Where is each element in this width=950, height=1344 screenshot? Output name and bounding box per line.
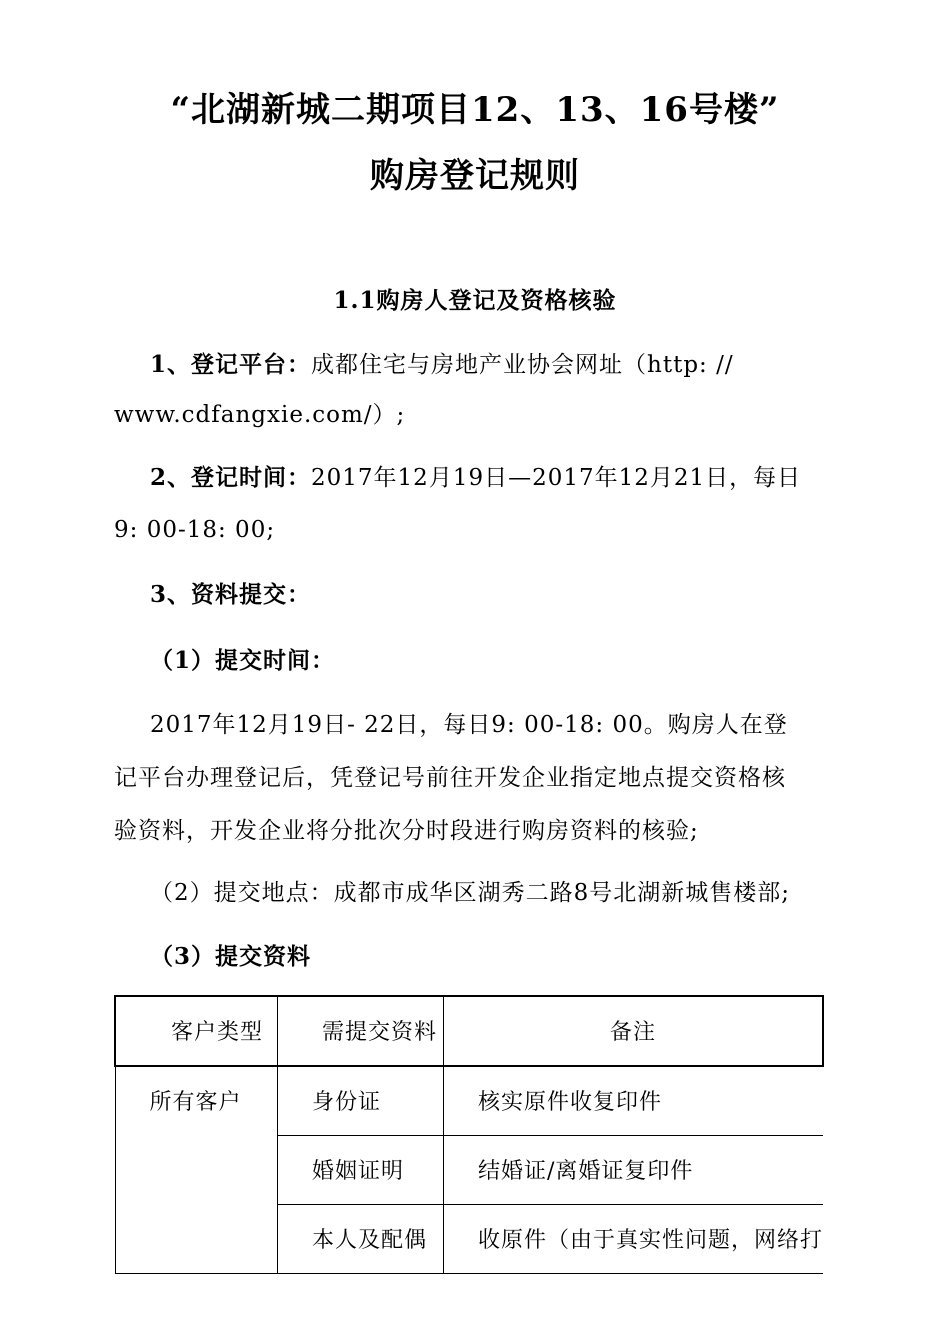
- sub-1-label: （1）提交时间：: [150, 647, 336, 674]
- item-2-text: 2017年12月19日—2017年12月21日，每日: [311, 465, 802, 491]
- table-header-cell: 需提交资料: [278, 996, 444, 1066]
- sub-1-paragraph-line2: 记平台办理登记后，凭登记号前往开发企业指定地点提交资格核: [114, 765, 786, 791]
- table-header-cell: 备注: [443, 996, 823, 1066]
- table-header-cell: 客户类型: [115, 996, 278, 1066]
- table-cell: 收原件（由于真实性问题，网络打: [443, 1205, 823, 1274]
- item-1-label: 1、登记平台：: [150, 351, 312, 378]
- item-1-continuation: www.cdfangxie.com/）;: [114, 402, 406, 428]
- documents-table: [114, 995, 824, 1274]
- table-cell: 核实原件收复印件: [443, 1066, 823, 1136]
- section-heading: 1.1购房人登记及资格核验: [333, 287, 617, 314]
- sub-2-text: （2）提交地点：成都市成华区湖秀二路8号北湖新城售楼部;: [150, 880, 791, 906]
- sub-1-paragraph-line1: 2017年12月19日- 22日，每日9: 00-18: 00。购房人在登: [150, 712, 788, 738]
- table-cell: 婚姻证明: [278, 1136, 444, 1205]
- document-title-line1: “北湖新城二期项目12、13、16号楼”: [170, 90, 780, 130]
- customer-type-cell: 所有客户: [115, 1066, 278, 1274]
- table-cell: 身份证: [278, 1066, 444, 1136]
- item-2: [150, 463, 801, 493]
- sub-3-label: （3）提交资料: [150, 943, 312, 970]
- document-title-line2: 购房登记规则: [370, 156, 580, 196]
- table-cell: 结婚证/离婚证复印件: [443, 1136, 823, 1205]
- item-1-text: 成都住宅与房地产业协会网址（http: //: [311, 352, 734, 378]
- item-3-label: 3、资料提交：: [150, 581, 312, 608]
- item-1: [150, 350, 734, 380]
- table-header-row: [115, 996, 823, 1066]
- item-2-label: 2、登记时间：: [150, 464, 312, 491]
- item-2-continuation: 9: 00-18: 00;: [114, 517, 276, 543]
- table-row: [115, 1066, 823, 1136]
- table-cell: 本人及配偶: [278, 1205, 444, 1274]
- sub-1-paragraph-line3: 验资料，开发企业将分批次分时段进行购房资料的核验;: [114, 818, 699, 844]
